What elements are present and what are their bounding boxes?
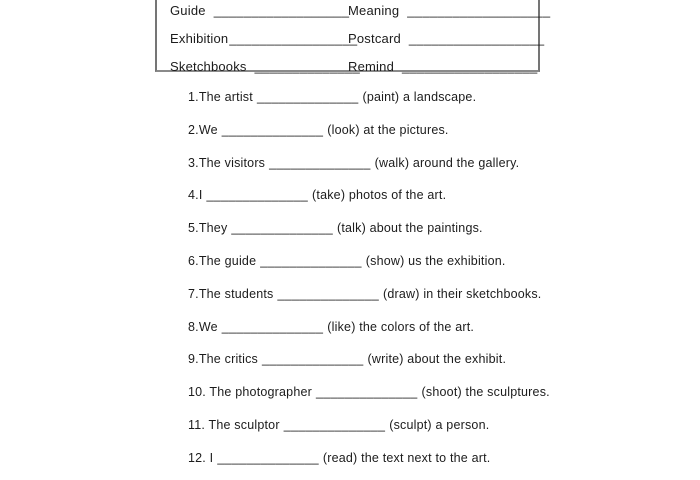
vocab-answer-blank: ___________________	[407, 3, 551, 18]
sentence-suffix: (read) the text next to the art.	[322, 450, 491, 465]
sentence-list	[188, 90, 550, 480]
vocabulary-box	[155, 0, 551, 74]
sentence-item	[188, 221, 550, 254]
vocab-answer-blank: ______________	[254, 59, 361, 74]
sentence-item	[188, 188, 550, 221]
vocab-row	[157, 59, 538, 87]
vocab-row	[157, 31, 545, 59]
vocab-term: Sketchbooks	[170, 59, 247, 74]
vocab-row	[157, 3, 551, 31]
sentence-prefix: 4.I	[188, 188, 203, 203]
vocab-answer-blank: __________________	[402, 59, 538, 74]
sentence-prefix: 1.The artist	[188, 90, 253, 104]
vocab-term: Remind	[348, 59, 394, 74]
vocab-entry	[170, 3, 348, 18]
sentence-answer-blank: ______________	[260, 253, 362, 268]
sentence-prefix: 6.The guide	[188, 253, 257, 268]
sentence-answer-blank: ______________	[283, 417, 386, 432]
sentence-suffix: (look) at the pictures.	[327, 122, 449, 137]
vocab-entry	[348, 3, 550, 18]
sentence-item	[188, 156, 550, 189]
sentence-suffix: (write) about the exhibit.	[367, 352, 507, 367]
vocab-answer-blank: __________________	[408, 31, 545, 46]
sentence-answer-blank: ______________	[221, 122, 324, 137]
sentence-suffix: (sculpt) a person.	[389, 417, 490, 432]
sentence-suffix: (like) the colors of the art.	[327, 319, 475, 334]
sentence-prefix: 5.They	[188, 221, 228, 236]
sentence-answer-blank: ______________	[316, 385, 418, 400]
sentence-item	[188, 418, 550, 451]
sentence-suffix: (take) photos of the art.	[312, 188, 447, 203]
sentence-item	[188, 451, 550, 480]
sentence-item	[188, 254, 550, 287]
sentence-suffix: (shoot) the sculptures.	[421, 385, 550, 400]
vocab-answer-blank: _________________	[229, 31, 358, 46]
vocab-entry	[170, 59, 361, 74]
sentence-suffix: (talk) about the paintings.	[336, 221, 483, 236]
sentence-item	[188, 123, 550, 156]
vocab-answer-blank: __________________	[213, 3, 350, 18]
sentence-prefix: 2.We	[188, 122, 218, 137]
sentence-item	[188, 352, 550, 385]
sentence-answer-blank: ______________	[206, 188, 309, 203]
sentence-suffix: (walk) around the gallery.	[374, 155, 520, 170]
sentence-item	[188, 320, 550, 353]
sentence-prefix: 8.We	[188, 319, 218, 334]
sentence-answer-blank: ______________	[231, 221, 333, 236]
sentence-prefix: 7.The students	[188, 286, 274, 301]
sentence-suffix: (draw) in their sketchbooks.	[383, 286, 542, 301]
sentence-answer-blank: ______________	[217, 450, 319, 465]
sentence-prefix: 12. I	[188, 450, 214, 465]
vocab-term: Meaning	[348, 3, 400, 18]
sentence-answer-blank: ______________	[261, 352, 364, 367]
sentence-prefix: 11. The sculptor	[188, 417, 280, 432]
sentence-answer-blank: ______________	[269, 155, 371, 170]
sentence-item	[188, 385, 550, 418]
sentence-suffix: (show) us the exhibition.	[365, 253, 506, 268]
sentence-prefix: 3.The visitors	[188, 155, 266, 170]
sentence-answer-blank: ______________	[256, 90, 359, 104]
vocab-entry	[348, 31, 544, 46]
vocab-term: Postcard	[348, 31, 401, 46]
vocab-entry	[348, 59, 538, 74]
vocab-entry	[170, 31, 358, 46]
sentence-prefix: 10. The photographer	[188, 385, 313, 400]
sentence-answer-blank: ______________	[277, 286, 380, 301]
sentence-suffix: (paint) a landscape.	[362, 90, 477, 104]
vocab-term: Guide	[170, 3, 206, 18]
sentence-answer-blank: ______________	[221, 319, 324, 334]
vocab-term: Exhibition	[170, 31, 229, 46]
sentence-item	[188, 90, 550, 123]
sentence-item	[188, 287, 550, 320]
sentence-prefix: 9.The critics	[188, 352, 258, 367]
